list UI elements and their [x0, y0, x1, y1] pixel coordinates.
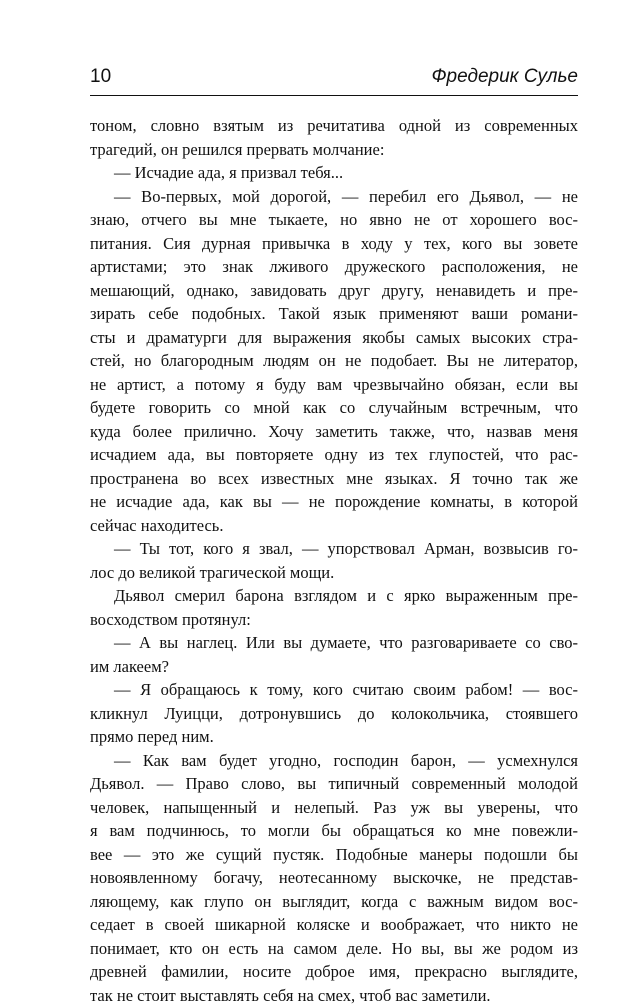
text-line: артистами; это знак лживого дружеского расположения, не — [90, 255, 578, 279]
text-line: куда более прилично. Хочу заметить также, что, назвав меня — [90, 420, 578, 444]
text-line: знаю, отчего вы мне тыкаете, но явно не от хорошего вос- — [90, 208, 578, 232]
text-line: будете говорить со мной как со случайным встречным, что — [90, 396, 578, 420]
text-line: кликнул Луицци, дотронувшись до колокольчика, стоявшего — [90, 702, 578, 726]
text-line: зирать себе подобных. Такой язык применяют ваши романи- — [90, 302, 578, 326]
text-line: ляющему, как глупо он выглядит, когда с важным видом вос- — [90, 890, 578, 914]
text-line: пространена во всех известных мне языках. Я точно так же — [90, 467, 578, 491]
text-line: Дьявол смерил барона взглядом и с ярко выраженным пре- — [90, 584, 578, 608]
text-line: — Исчадие ада, я призвал тебя... — [90, 161, 578, 185]
text-line: древней фамилии, носите доброе имя, прекрасно выглядите, — [90, 960, 578, 984]
text-line: — Как вам будет угодно, господин барон, — усмехнулся — [90, 749, 578, 773]
text-line: стей, но благородным людям он не подобает. Вы не литератор, — [90, 349, 578, 373]
text-line: лос до великой трагической мощи. — [90, 561, 578, 585]
text-line: новоявленному богачу, неотесанному выскочке, не представ- — [90, 866, 578, 890]
text-line: восходством протянул: — [90, 608, 578, 632]
text-line: Дьявол. — Право слово, вы типичный современный молодой — [90, 772, 578, 796]
text-line: я вам подчинюсь, то могли бы обращаться ко мне повежли- — [90, 819, 578, 843]
text-line: сты и драматурги для выражения якобы самых высоких стра- — [90, 326, 578, 350]
text-line: сейчас находитесь. — [90, 514, 578, 538]
page-number: 10 — [90, 64, 111, 90]
text-line: вее — это же сущий пустяк. Подобные манеры подошли бы — [90, 843, 578, 867]
body-text — [90, 114, 578, 1007]
text-line: понимает, кто он есть на самом деле. Но вы, вы же родом из — [90, 937, 578, 961]
text-line: трагедий, он решился прервать молчание: — [90, 138, 578, 162]
text-line: не артист, а потому я буду вам чрезвычайно обязан, если вы — [90, 373, 578, 397]
running-head-author: Фредерик Сулье — [431, 64, 578, 90]
text-line: им лакеем? — [90, 655, 578, 679]
text-line: мешающий, однако, завидовать друг другу, ненавидеть и пре- — [90, 279, 578, 303]
text-line: седает в своей шикарной коляске и воображает, что никто не — [90, 913, 578, 937]
text-line: питания. Сия дурная привычка в ходу у тех, кого вы зовете — [90, 232, 578, 256]
text-line: не исчадие ада, как вы — не порождение комнаты, в которой — [90, 490, 578, 514]
page-header — [90, 64, 578, 94]
text-line: — А вы наглец. Или вы думаете, что разговариваете со сво- — [90, 631, 578, 655]
text-line: — Ты тот, кого я звал, — упорствовал Арман, возвысив го- — [90, 537, 578, 561]
text-line: человек, напыщенный и нелепый. Раз уж вы уверены, что — [90, 796, 578, 820]
text-line: исчадием ада, вы повторяете одну из тех глупостей, что рас- — [90, 443, 578, 467]
text-line: — Во-первых, мой дорогой, — перебил его Дьявол, — не — [90, 185, 578, 209]
header-divider — [90, 95, 578, 96]
text-line: так не стоит выставлять себя на смех, чтоб вас заметили. — [90, 984, 578, 1007]
text-line: — Я обращаюсь к тому, кого считаю своим рабом! — вос- — [90, 678, 578, 702]
text-line: прямо перед ним. — [90, 725, 578, 749]
text-line: тоном, словно взятым из речитатива одной из современных — [90, 114, 578, 138]
